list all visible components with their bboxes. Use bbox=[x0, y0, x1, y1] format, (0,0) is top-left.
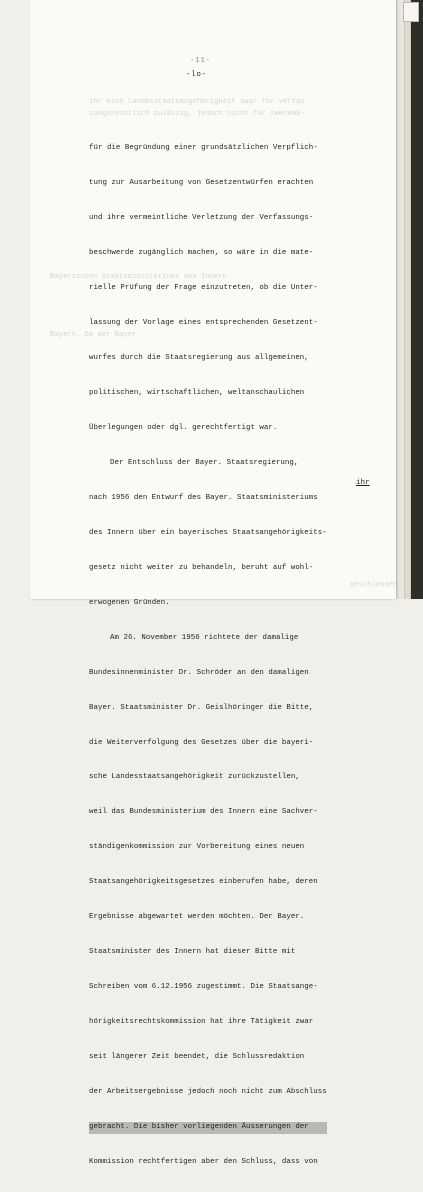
text-line: Bundesinnenminister Dr. Schröder an den damaligen bbox=[89, 668, 309, 677]
bleed-through-line: ihr eine Landesstaatsangehörigkeit zwar für verfas- bbox=[89, 98, 309, 106]
text-line: wurfes durch die Staatsregierung aus allgemeinen, bbox=[89, 354, 309, 363]
bleed-through-line: Bayern. Da der Bayer. bbox=[50, 331, 141, 339]
bleed-through-line: geschlossen bbox=[350, 581, 398, 589]
text-line: politischen, wirtschaftlichen, weltanschaulichen bbox=[89, 388, 305, 397]
text-line: und ihre vermeintliche Verletzung der Verfassungs- bbox=[89, 214, 314, 223]
page-number: -lo- bbox=[186, 71, 207, 79]
text-line: Staatsangehörigkeitsgesetzes einberufen habe, deren bbox=[89, 878, 318, 887]
text-line: sche Landesstaatsangehörigkeit zurückzustellen, bbox=[89, 773, 300, 782]
text-line: Überlegungen oder dgl. gerechtfertigt war. bbox=[89, 423, 278, 432]
page-stack-edge bbox=[396, 0, 405, 599]
text-line: tung zur Ausarbeitung von Gesetzentwürfen erachten bbox=[89, 179, 314, 188]
text-line: Der Entschluss der Bayer. Staatsregierung, bbox=[110, 458, 299, 467]
text-line: Schreiben vom 6.12.1956 zugestimmt. Die Staatsange- bbox=[89, 983, 318, 992]
text-line: des Innern über ein bayerisches Staatsangehörigkeits- bbox=[89, 528, 327, 537]
page-stack-edge bbox=[404, 0, 411, 599]
typewritten-page bbox=[30, 0, 398, 1166]
text-line: erwogenen Gründen. bbox=[89, 598, 170, 607]
page-tab-marker bbox=[403, 2, 419, 22]
text-line: lassung der Vorlage eines entsprechenden Gesetzent- bbox=[89, 319, 318, 328]
bleed-through-line: Bayerischen Staatsministeriums des Innern bbox=[50, 273, 227, 281]
text-line: Ergebnisse abgewartet werden möchten. Der Bayer. bbox=[89, 913, 305, 922]
text-line: Am 26. November 1956 richtete der damalige bbox=[110, 633, 299, 642]
text-line: nach 1956 den Entwurf des Bayer. Staatsministeriums bbox=[89, 493, 318, 502]
text-line: die Weiterverfolgung des Gesetzes über die bayeri- bbox=[89, 738, 314, 747]
text-line: rielle Prüfung der Frage einzutreten, ob die Unter- bbox=[89, 284, 318, 293]
text-line: hörigkeitsrechtskommission hat ihre Tätigkeit zwar bbox=[89, 1018, 314, 1027]
text-line: Staatsminister des Innern hat dieser Bitte mit bbox=[89, 948, 296, 957]
text-line: für die Begründung einer grundsätzlichen Verpflich- bbox=[89, 144, 318, 153]
bleed-through-line: sungsrechtlich zulässig, jedoch nicht für zweckmä- bbox=[89, 110, 305, 118]
text-line: weil das Bundesministerium des Innern eine Sachver- bbox=[89, 808, 318, 817]
text-line: gesetz nicht weiter zu behandeln, beruht auf wohl- bbox=[89, 563, 314, 572]
catchword: ihr bbox=[356, 479, 370, 487]
text-line: Kommission rechtfertigen aber den Schluss, dass von bbox=[89, 1157, 318, 1166]
text-line: Bayer. Staatsminister Dr. Geislhöringer die Bitte, bbox=[89, 703, 314, 712]
document-body bbox=[89, 120, 327, 1192]
text-line: gebracht. Die bisher vorliegenden Äusserungen der bbox=[89, 1122, 327, 1134]
previous-page-number: -11- bbox=[190, 57, 211, 65]
background-dark-edge bbox=[410, 0, 423, 599]
text-line: ständigenkommission zur Vorbereitung eines neuen bbox=[89, 843, 305, 852]
text-line: der Arbeitsergebnisse jedoch noch nicht zum Abschluss bbox=[89, 1088, 327, 1097]
text-line: beschwerde zugänglich machen, so wäre in die mate- bbox=[89, 249, 314, 258]
text-line: seit längerer Zeit beendet, die Schlussredaktion bbox=[89, 1053, 305, 1062]
